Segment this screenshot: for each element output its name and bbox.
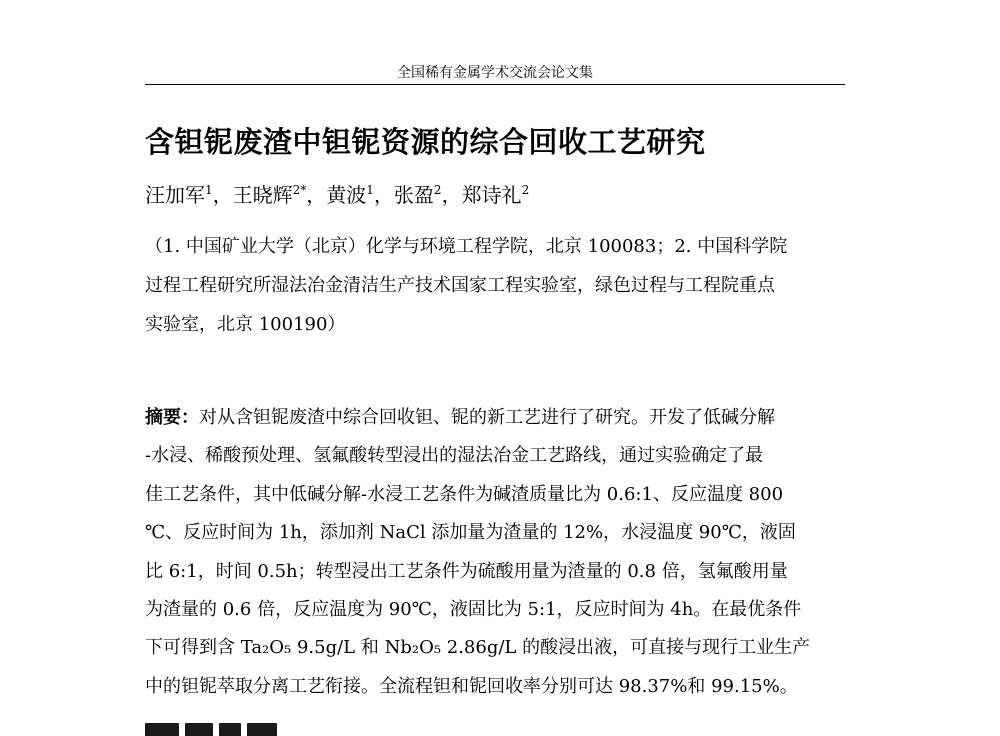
- affiliations: [145, 227, 850, 344]
- author-list: [145, 181, 529, 209]
- abstract-line: [145, 476, 850, 514]
- affiliation-line: 实验室，北京 100190）: [145, 314, 346, 335]
- abstract-text: -水浸、稀酸预处理、氢氟酸转型浸出的湿法冶金工艺路线，通过实验确定了最: [145, 445, 764, 467]
- author-separator: ，: [212, 183, 233, 207]
- abstract-text: 为渣量的 0.6 倍，反应温度为 90℃，液固比为 5:1，反应时间为 4h。在最优条件: [145, 598, 802, 620]
- abstract-text: 佳工艺条件，其中低碱分解-水浸工艺条件为碱渣质量比为 0.6:1、反应温度 800: [145, 483, 784, 505]
- abstract-text: 中的钽铌萃取分离工艺衔接。全流程钽和铌回收率分别可达 98.37%和 99.15%。: [145, 675, 798, 697]
- abstract-line: [145, 437, 850, 475]
- author-affiliation-mark: 2: [521, 183, 530, 197]
- abstract-line: [145, 629, 850, 667]
- abstract-line: [145, 514, 850, 552]
- affiliation-line: 过程工程研究所湿法冶金清洁生产技术国家工程实验室，绿色过程与工程院重点: [145, 275, 775, 296]
- abstract-text: 对从含钽铌废渣中综合回收钽、铌的新工艺进行了研究。开发了低碱分解: [199, 407, 775, 428]
- author-separator: ，: [306, 183, 327, 207]
- author-separator: ，: [441, 183, 462, 207]
- abstract: [145, 399, 850, 706]
- author-name: 张盈: [393, 183, 434, 207]
- paper-title: 含钽铌废渣中钽铌资源的综合回收工艺研究: [145, 125, 706, 159]
- abstract-line: [145, 668, 850, 706]
- author-separator: ，: [373, 183, 394, 207]
- author-affiliation-mark: 2*: [292, 183, 307, 197]
- header-rule: [145, 84, 845, 85]
- abstract-line: [145, 399, 850, 437]
- author-name: 郑诗礼: [461, 183, 522, 207]
- author-name: 汪加军: [145, 183, 205, 207]
- abstract-text: 比 6:1，时间 0.5h；转型浸出工艺条件为硫酸用量为渣量的 0.8 倍，氢氟酸用量: [145, 560, 788, 582]
- running-header: 全国稀有金属学术交流会论文集: [397, 65, 593, 81]
- affiliation-line: （1. 中国矿业大学（北京）化学与环境工程学院，北京 100083；2. 中国科学院: [145, 236, 788, 257]
- author-affiliation-mark: 2: [433, 183, 442, 197]
- abstract-text: 下可得到含 Ta₂O₅ 9.5g/L 和 Nb₂O₅ 2.86g/L 的酸浸出液，可直接与现行工业生产: [145, 637, 811, 659]
- partially-visible-line: [145, 722, 295, 736]
- author-affiliation-mark: 1: [205, 183, 213, 197]
- abstract-line: [145, 591, 850, 629]
- author-affiliation-mark: 1: [366, 183, 374, 197]
- author-name: 王晓辉: [232, 183, 293, 207]
- abstract-line: [145, 553, 850, 591]
- abstract-label: 摘要：: [145, 407, 199, 428]
- author-name: 黄波: [326, 183, 367, 207]
- abstract-text: ℃、反应时间为 1h，添加剂 NaCl 添加量为渣量的 12%，水浸温度 90℃，液固: [145, 522, 796, 544]
